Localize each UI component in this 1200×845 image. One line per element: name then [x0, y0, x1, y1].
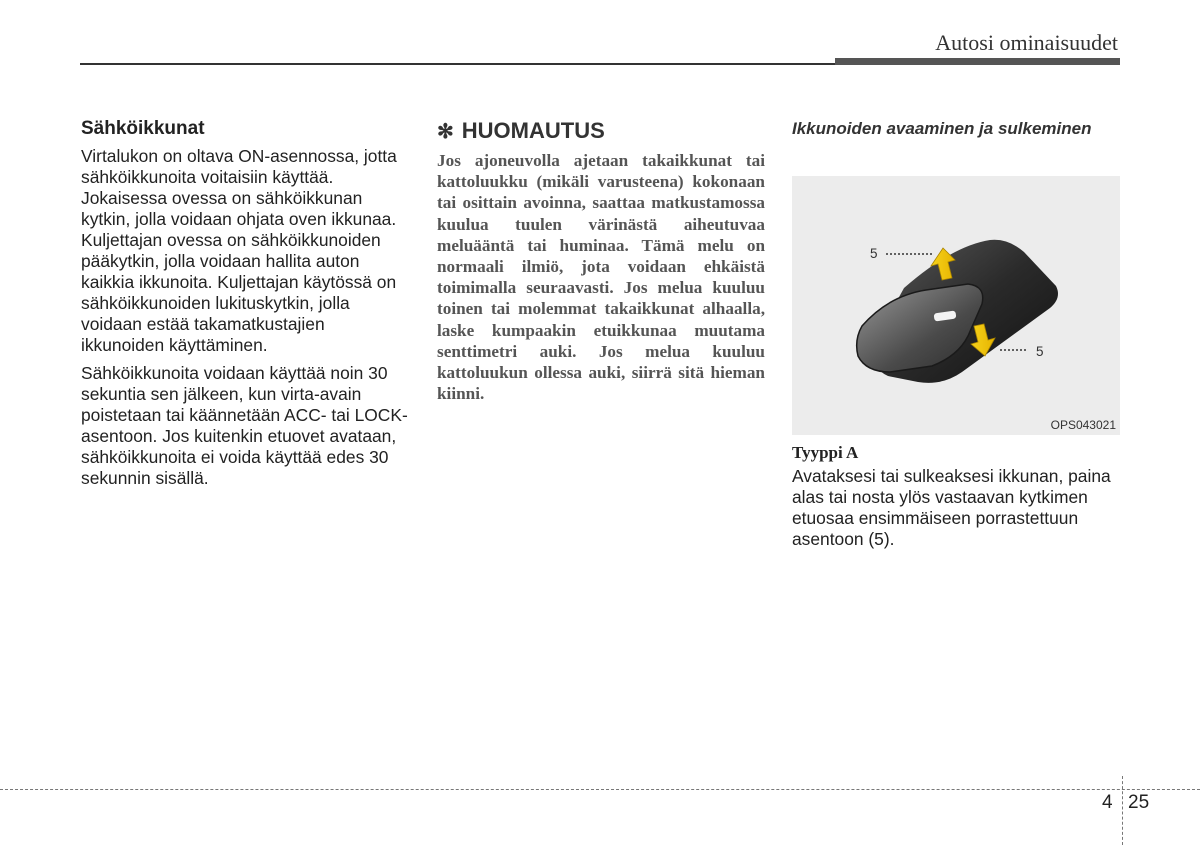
note-column — [437, 116, 765, 404]
subheading: Ikkunoiden avaaminen ja sulkeminen — [792, 119, 1092, 138]
footer-rule — [0, 789, 1200, 790]
callout-label: 5 — [1036, 344, 1044, 359]
type-heading: Tyyppi A — [792, 443, 859, 462]
note-heading — [437, 118, 765, 144]
section-heading: Sähköikkunat — [81, 118, 205, 139]
figure-code: OPS043021 — [1050, 418, 1116, 432]
asterisk-icon: ✻ — [437, 120, 454, 143]
note-title: HUOMAUTUS — [461, 118, 605, 143]
body-paragraph: Virtalukon on oltava ON-asennossa, jotta sähköikkunoita voitaisiin käyttää. Jokaisessa ovessa on sähköikkunan kytkin, jolla voidaan ohjata oven ikkunaa. Kuljettajan ovessa on sähköikkunoiden pääkytkin, jolla voidaan hallita auton kaikkia ikkunoita. Kuljettajan käytössä on sähköikkunoiden lukituskytkin, jolla voidaan estää takamatkustajien ikkunoiden käyttäminen. — [81, 146, 397, 355]
callout-label: 5 — [870, 246, 878, 261]
footer-separator — [1122, 776, 1123, 845]
body-paragraph: Sähköikkunoita voidaan käyttää noin 30 sekuntia sen jälkeen, kun virta-avain poistetaan tai käännetään ACC- tai LOCK-asentoon. Jos kuitenkin etuovet avataan, sähköikkunoita ei voida käyttää edes 30 sekunnin sisällä. — [81, 363, 408, 488]
note-text: Jos ajoneuvolla ajetaan takaikkunat tai kattoluukku (mikäli varusteena) kokonaan tai osittain avoinna, saattaa matkustamossa kuulua tuulen värinästä aiheutuvaa meluääntä tai huminaa. Tämä melu on normaali ilmiö, jota voidaan ehkäistä toimimalla seuraavasti. Jos melua kuuluu toinen tai molemmat takaikkunat alhaalla, laske kumpaakin etuikkunaa muutama senttimetri auki. Jos melua kuuluu kattoluukun ollessa auki, siirrä sitä hieman kiinni. — [437, 151, 765, 404]
left-column — [81, 116, 409, 496]
page-number: 25 — [1128, 792, 1150, 813]
running-header-title: Autosi ominaisuudet — [935, 30, 1118, 55]
header-rule — [80, 63, 840, 65]
header-rule-accent — [835, 58, 1120, 65]
body-paragraph: Avataksesi tai sulkeaksesi ikkunan, paina alas tai nosta ylös vastaavan kytkimen etuosaa ensimmäiseen porrastettuun asentoon (5). — [792, 466, 1111, 549]
window-switch-illustration — [792, 176, 1120, 435]
type-a-section — [792, 443, 1120, 557]
chapter-number: 4 — [1102, 792, 1113, 813]
right-column — [792, 116, 1120, 139]
window-switch-figure — [792, 176, 1120, 435]
